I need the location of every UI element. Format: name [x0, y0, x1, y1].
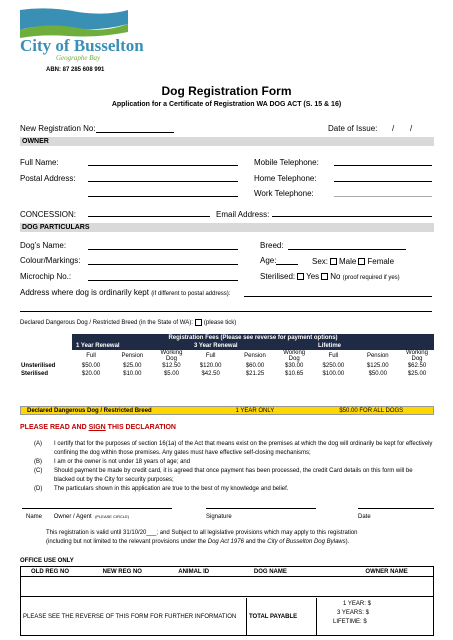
date-label: Date	[358, 514, 371, 520]
fee-cell: $50.00	[368, 371, 387, 377]
col-dog-name: DOG NAME	[253, 569, 287, 575]
home-field[interactable]	[334, 181, 432, 182]
row-label: Unsterilised	[21, 363, 56, 369]
declaration-heading-pre: PLEASE READ AND	[20, 424, 89, 431]
date-sep: /	[392, 124, 395, 133]
microchip-field[interactable]	[88, 280, 238, 281]
fee-cell: $62.50	[407, 363, 427, 369]
item-key: (A)	[34, 441, 42, 447]
email-field[interactable]	[272, 216, 432, 217]
col-working: Working Dog	[160, 350, 183, 362]
col-full: Full	[328, 353, 339, 359]
list-item	[34, 440, 434, 458]
validity-text: ).	[345, 539, 350, 545]
fee-cell: $20.00	[81, 371, 101, 377]
all-dogs-fee: $50.00 FOR ALL DOGS	[339, 408, 404, 414]
org-tagline: Geographe Bay	[56, 54, 101, 62]
owner-section: OWNER	[20, 137, 434, 146]
home-label: Home Telephone:	[254, 174, 317, 183]
fees-table	[20, 334, 434, 378]
fee-cell: $12.50	[162, 363, 181, 369]
dangerous-fee-label: Declared Dangerous Dog / Restricted Breed	[27, 408, 152, 414]
male-label: Male	[339, 257, 357, 266]
address-kept-field-2[interactable]	[20, 311, 432, 312]
declaration-list	[34, 440, 434, 494]
table-row	[20, 370, 434, 378]
org-name: City of Busselton	[20, 36, 144, 55]
group-1yr: 1 Year Renewal	[76, 343, 120, 349]
office-entry-row[interactable]	[21, 577, 433, 597]
fees-title: Registration Fees (Please see reverse for payment options)	[72, 334, 434, 342]
list-item	[34, 485, 434, 494]
signature-field[interactable]	[206, 508, 316, 509]
fee-cell: $120.00	[199, 363, 222, 369]
sterilised-no-checkbox[interactable]	[321, 273, 328, 280]
sterilised-group	[260, 272, 400, 281]
address-kept	[20, 288, 230, 297]
date-field[interactable]	[358, 508, 434, 509]
office-title: OFFICE USE ONLY	[20, 558, 74, 564]
item-key: (C)	[34, 468, 43, 474]
col-pension: Pension	[366, 353, 389, 359]
fee-cell: $42.50	[201, 371, 220, 377]
col-owner-name: OWNER NAME	[365, 569, 408, 575]
three-year-total: 3 YEARS: $	[337, 610, 369, 616]
microchip-label: Microchip No.:	[20, 272, 72, 281]
table-row	[20, 362, 434, 370]
dangerous-row	[20, 319, 236, 326]
col-animal-id: ANIMAL ID	[178, 569, 210, 575]
sex-label: Sex:	[312, 257, 329, 266]
fee-cell: $60.00	[245, 363, 265, 369]
work-label: Work Telephone:	[254, 189, 314, 198]
work-field[interactable]	[334, 196, 432, 197]
please-tick: (please tick)	[203, 320, 237, 327]
total-payable: TOTAL PAYABLE	[247, 598, 317, 636]
fee-cell: $50.00	[81, 363, 101, 369]
validity-line-1: This registration is valid until 31/10/20___; and Subject to all legislative provisions which may apply to this registration	[46, 530, 358, 536]
total-options	[319, 600, 433, 627]
mobile-field[interactable]	[334, 165, 432, 166]
signature-label: Signature	[206, 514, 232, 520]
office-header	[21, 567, 433, 577]
col-working: Working Dog	[283, 350, 306, 362]
lifetime-total: LIFETIME: $	[333, 619, 367, 625]
new-reg-field[interactable]	[96, 132, 174, 133]
form-subtitle: Application for a Certificate of Registration WA DOG ACT (S. 15 & 16)	[111, 101, 342, 108]
name-label: Name	[26, 514, 43, 520]
fee-cell: $25.00	[123, 363, 142, 369]
mobile-label: Mobile Telephone:	[254, 158, 319, 167]
proof-note: (proof required if yes)	[342, 275, 400, 281]
fee-cell: $100.00	[322, 371, 345, 377]
yes-label: Yes	[306, 272, 320, 281]
colour-label: Colour/Markings:	[20, 256, 81, 265]
reverse-note: PLEASE SEE THE REVERSE OF THIS FORM FOR FURTHER INFORMATION	[21, 598, 247, 636]
fee-cell: $30.00	[285, 363, 304, 369]
address-kept-field[interactable]	[244, 296, 432, 297]
breed-field[interactable]	[288, 249, 406, 250]
declaration-heading	[20, 424, 176, 431]
col-pension: Pension	[121, 353, 144, 359]
dangerous-checkbox[interactable]	[195, 319, 202, 326]
fee-cell: $21.25	[245, 371, 265, 377]
sterilised-label: Sterilised:	[260, 272, 296, 281]
dangerous-fee-row	[20, 406, 434, 415]
fee-cell: $25.00	[407, 371, 427, 377]
form-title: Dog Registration Form	[161, 84, 292, 98]
female-label: Female	[367, 257, 395, 266]
female-checkbox[interactable]	[358, 258, 365, 265]
item-text: I certify that for the purposes of section 16(1a) of the Act that means exist on the premises at which the dog will ordinarily be kept for effectively confining the dog within those premises. Any gates must have effective self-closing mechanisms;	[54, 441, 433, 456]
fee-cell: $125.00	[366, 363, 389, 369]
office-box	[20, 566, 434, 636]
fee-cell: $250.00	[322, 363, 345, 369]
colour-field[interactable]	[88, 264, 238, 265]
dog-act: Dog Act 1976	[207, 539, 244, 545]
email-label: Email Address:	[216, 210, 270, 219]
item-key: (B)	[34, 459, 42, 465]
fee-cell: $5.00	[163, 371, 179, 377]
fee-cell: $10.65	[285, 371, 304, 377]
abn: ABN: 87 285 608 991	[46, 67, 105, 73]
name-field[interactable]	[22, 508, 172, 509]
owner-agent-label[interactable]: Owner / Agent	[53, 514, 92, 520]
item-text: Should payment be made by credit card, it is agreed that once payment has been processed, the credit Card details on this form will be blacked out by the City for security purposes;	[54, 468, 413, 483]
one-year-only: 1 YEAR ONLY	[235, 408, 275, 414]
declaration-heading-sign: SIGN	[88, 424, 106, 431]
item-text: I am or the owner is not under 18 years of age; and	[54, 459, 191, 465]
row-label: Sterilised	[21, 371, 49, 377]
postal-label: Postal Address:	[20, 174, 76, 183]
age-label: Age:	[260, 256, 277, 265]
declaration-heading-post: THIS DECLARATION	[105, 424, 176, 431]
postal-field-2[interactable]	[88, 196, 238, 197]
list-item	[34, 467, 434, 485]
address-kept-note: (if different to postal address):	[151, 291, 231, 297]
col-new-reg: NEW REG NO	[102, 569, 142, 575]
validity-line-2	[46, 539, 349, 545]
dog-name-label: Dog’s Name:	[20, 241, 67, 250]
col-pension: Pension	[244, 353, 266, 359]
date-sep: /	[410, 124, 413, 133]
breed-label: Breed:	[260, 241, 284, 250]
validity-text: and the	[243, 539, 268, 545]
group-lifetime: Lifetime	[318, 343, 342, 349]
no-label: No	[330, 272, 341, 281]
full-name-field[interactable]	[88, 165, 238, 166]
item-text: The particulars shown in this application are true to the best of my knowledge and belief.	[54, 486, 289, 492]
dangerous-label: Declared Dangerous Dog / Restricted Breed (in the State of WA):	[20, 320, 193, 327]
validity-text: (including but not limited to the relevant provisions under the	[46, 539, 208, 545]
concession-field[interactable]	[88, 216, 210, 217]
please-circle: (PLEASE CIRCLE)	[95, 514, 130, 519]
fee-cell: $10.00	[123, 371, 142, 377]
sterilised-yes-checkbox[interactable]	[297, 273, 304, 280]
date-issue-label: Date of Issue:	[328, 124, 378, 133]
col-working: Working Dog	[406, 350, 428, 362]
logo	[18, 6, 144, 64]
col-full: Full	[86, 353, 96, 359]
dog-section: DOG PARTICULARS	[20, 223, 434, 232]
new-reg-label: New Registration No:	[20, 124, 96, 133]
address-kept-label: Address where dog is ordinarily kept	[20, 288, 149, 297]
item-key: (D)	[34, 486, 43, 492]
age-field[interactable]	[276, 264, 298, 265]
postal-field[interactable]	[88, 181, 238, 182]
group-3yr: 3 Year Renewal	[194, 343, 238, 349]
dog-bylaws: City of Busselton Dog Bylaws	[267, 539, 346, 545]
col-full: Full	[205, 353, 216, 359]
concession-label: CONCESSION:	[20, 210, 77, 219]
dog-name-field[interactable]	[88, 249, 238, 250]
one-year-total: 1 YEAR: $	[343, 601, 371, 607]
sign-labels	[26, 514, 129, 520]
full-name-label: Full Name:	[20, 158, 59, 167]
sex-group	[312, 257, 394, 266]
list-item	[34, 458, 434, 467]
male-checkbox[interactable]	[330, 258, 337, 265]
col-old-reg: OLD REG NO	[31, 569, 70, 575]
